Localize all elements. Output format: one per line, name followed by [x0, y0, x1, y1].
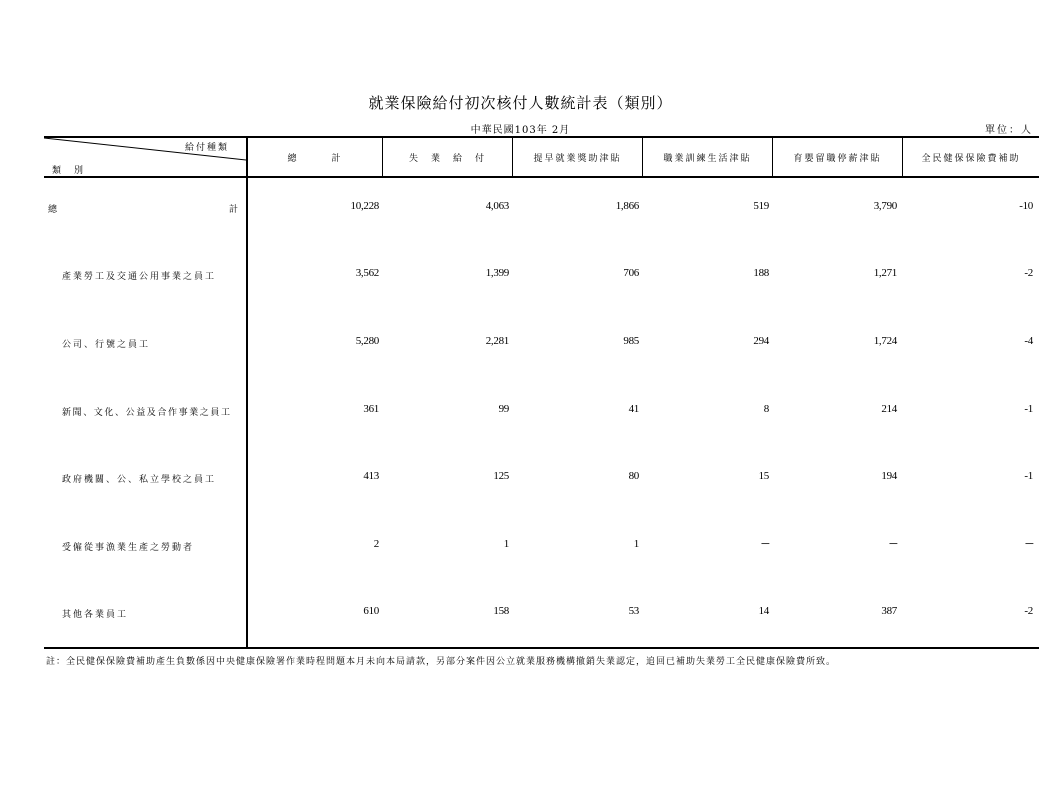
- table-cell: ─: [889, 538, 897, 550]
- table-cell: 125: [493, 470, 509, 482]
- header-bottom-rule: [44, 176, 1039, 178]
- table-cell: 5,280: [355, 335, 379, 347]
- row-label-news-culture: 新聞、文化、公益及合作事業之員工: [62, 408, 232, 418]
- row-label-total-left: 總: [48, 205, 60, 215]
- table-cell: 99: [498, 403, 509, 415]
- row-label-industrial-workers: 產業勞工及交通公用事業之員工: [62, 272, 217, 282]
- page-title: 就業保險給付初次核付人數統計表（類別）: [368, 94, 673, 112]
- header-unemployment-benefit: 失 業 給 付: [408, 153, 486, 164]
- header-early-reemployment: 提早就業獎助津貼: [533, 153, 622, 164]
- row-label-other-industries: 其他各業員工: [62, 610, 129, 620]
- table-cell: 188: [753, 267, 769, 279]
- table-cell: 8: [763, 403, 769, 415]
- table-cell: 1,399: [485, 267, 509, 279]
- table-cell: 519: [753, 200, 769, 212]
- report-period: 中華民國103年 2月: [470, 125, 571, 136]
- table-cell: 1: [633, 538, 639, 550]
- table-cell: 80: [628, 470, 639, 482]
- table-cell: 1,271: [873, 267, 897, 279]
- row-label-company-employees: 公司、行號之員工: [62, 340, 151, 350]
- table-cell: 41: [628, 403, 639, 415]
- table-cell: 1,724: [873, 335, 897, 347]
- table-cell: -2: [1024, 605, 1033, 617]
- row-label-government-schools: 政府機關、公、私立學校之員工: [62, 475, 217, 485]
- table-cell: 10,228: [350, 200, 379, 212]
- row-label-total: [48, 202, 240, 215]
- header-parental-leave: 育嬰留職停薪津貼: [793, 153, 882, 164]
- table-cell: ─: [761, 538, 769, 550]
- table-cell: 1,866: [615, 200, 639, 212]
- table-cell: 214: [881, 403, 897, 415]
- table-cell: 4,063: [485, 200, 509, 212]
- table-cell: -4: [1024, 335, 1033, 347]
- table-cell: 610: [363, 605, 379, 617]
- unit-label: 單位：人: [985, 125, 1033, 136]
- table-cell: -10: [1019, 200, 1033, 212]
- table-cell: 2,281: [485, 335, 509, 347]
- table-cell: 3,562: [355, 267, 379, 279]
- table-cell: -2: [1024, 267, 1033, 279]
- header-vocational-training: 職業訓練生活津貼: [663, 153, 752, 164]
- footnote: 註：全民健保保險費補助產生負數係因中央健康保險署作業時程問題本月未向本局請款，另部分案件因公立就業服務機構撤銷失業認定，追回已補助失業勞工全民健康保險費所致。: [46, 657, 837, 667]
- table-cell: 194: [881, 470, 897, 482]
- table-cell: ─: [1025, 538, 1033, 550]
- table-cell: 985: [623, 335, 639, 347]
- row-label-fishery-workers: 受僱從事漁業生產之勞動者: [62, 543, 195, 553]
- table-bottom-rule: [44, 647, 1039, 649]
- table-cell: 2: [373, 538, 379, 550]
- header-corner-category-type: 給付種類: [185, 143, 230, 153]
- header-total: 總 計: [287, 153, 343, 164]
- table-cell: 15: [758, 470, 769, 482]
- table-cell: -1: [1024, 403, 1033, 415]
- row-label-total-right: 計: [228, 205, 240, 215]
- table-cell: 1: [503, 538, 509, 550]
- label-column-divider: [246, 136, 248, 649]
- table-cell: 14: [758, 605, 769, 617]
- table-cell: 387: [881, 605, 897, 617]
- table-cell: 361: [363, 403, 379, 415]
- table-cell: -1: [1024, 470, 1033, 482]
- header-corner-category: 類 別: [52, 166, 86, 176]
- table-cell: 413: [363, 470, 379, 482]
- table-cell: 158: [493, 605, 509, 617]
- table-cell: 294: [753, 335, 769, 347]
- header-health-insurance-subsidy: 全民健保保險費補助: [921, 153, 1021, 164]
- table-cell: 53: [628, 605, 639, 617]
- table-cell: 3,790: [873, 200, 897, 212]
- table-cell: 706: [623, 267, 639, 279]
